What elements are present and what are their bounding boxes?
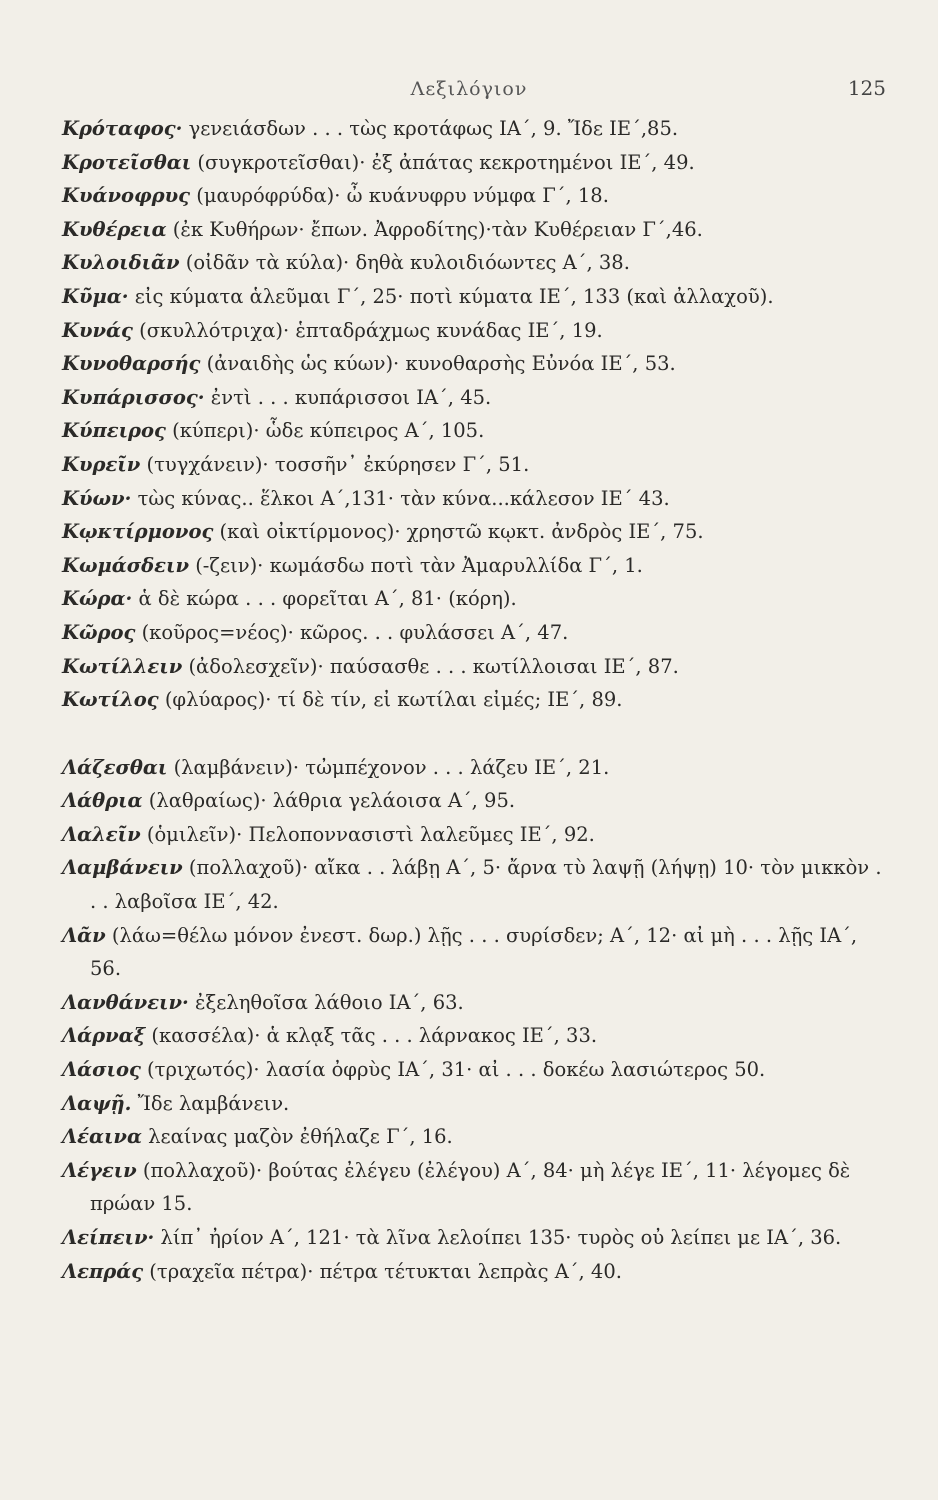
section-gap [62,717,882,751]
entry-text: εἰς κύματα ἁλεῦμαι Γ΄, 25· ποτὶ κύματα ΙΕ΄, 133 (καὶ ἀλλαχοῦ). [128,284,774,308]
lexicon-entry [62,515,882,549]
entry-headword: Λεπράς [62,1259,144,1283]
entry-text: (ἀναιδὴς ὡς κύων)· κυνοθαρσὴς Εὐνόα ΙΕ΄, 53. [200,352,676,376]
entry-headword: Κρόταφος· [62,117,183,140]
lexicon-entry [62,1255,882,1289]
entry-text: ἁ δὲ κώρα . . . φορεῖται Α΄, 81· (κόρη). [132,587,517,611]
entry-headword: Κυπάρισσος· [62,385,205,409]
entry-text: Ἴδε λαμβάνειν. [131,1091,290,1115]
lexicon-entry [62,314,882,348]
lexicon-entry [62,582,882,616]
lexicon-entry [62,751,882,785]
entry-text: γενειάσδων . . . τὼς κροτάφως ΙΑ΄, 9. Ἴδε ΙΕ΄,85. [182,117,679,140]
lexicon-entry [62,112,882,146]
lexicon-entry [62,381,882,415]
entry-headword: Κυνάς [62,318,133,342]
lexicon-entry [62,414,882,448]
entry-text: (κοῦρος=νέος)· κῶρος. . . φυλάσσει Α΄, 47. [135,620,569,644]
lexicon-entry [62,549,882,583]
entry-headword: Λάθρια [62,789,143,813]
entry-text: (ἀδολεσχεῖν)· παύσασθε . . . κωτίλλοισαι ΙΕ΄, 87. [182,654,679,678]
entry-headword: Κυάνοφρυς [62,184,191,208]
lexicon-entry [62,784,882,818]
entry-headword: Κωμάσδειν [62,553,189,577]
entry-text: (λαθραίως)· λάθρια γελάοισα Α΄, 95. [142,789,516,813]
entry-headword: Κυνοθαρσής [62,352,201,376]
entry-text: (συγκροτεῖσθαι)· ἐξ ἀπάτας κεκροτημένοι ΙΕ΄, 49. [191,150,695,174]
lexicon-entry [62,347,882,381]
entry-headword: Λάζεσθαι [62,755,168,779]
entry-headword: Κροτεῖσθαι [62,150,192,174]
lexicon-entry [62,482,882,516]
entry-headword: Λάρναξ [62,1024,146,1048]
entry-text: (-ζειν)· κωμάσδω ποτὶ τὰν Ἀμαρυλλίδα Γ΄, 1. [189,553,643,577]
lexicon-entry [62,919,882,986]
lexicon-entry [62,616,882,650]
entry-text: (οἰδᾶν τὰ κύλα)· δηθὰ κυλοιδιόωντες Α΄, 38. [179,251,630,275]
lexicon-entry [62,1120,882,1154]
entry-headword: Λάσιος [62,1058,141,1082]
entry-text: ἐντὶ . . . κυπάρισσοι ΙΑ΄, 45. [204,385,492,409]
lexicon-entry [62,1053,882,1087]
entry-text: ἐξεληθοῖσα λάθοιο ΙΑ΄, 63. [188,990,464,1014]
entry-text: (τυγχάνειν)· τοσσῆν᾽ ἐκύρησεν Γ΄, 51. [140,452,530,476]
entry-headword: Κυθέρεια [62,217,167,241]
entry-text: λίπ᾽ ἠρίον Α΄, 121· τὰ λῖνα λελοίπει 135· τυρὸς οὐ λείπει με ΙΑ΄, 36. [154,1226,842,1249]
entry-headword: Κῶρος [62,620,136,644]
entry-headword: Κῦμα· [62,284,129,308]
entry-headword: Κῳκτίρμονος [62,520,214,544]
entry-headword: Λέαινα [62,1125,142,1149]
lexicon-entry [62,146,882,180]
entry-headword: Λαψῇ. [62,1091,132,1115]
lexicon-entry [62,179,882,213]
entry-text: (τραχεῖα πέτρα)· πέτρα τέτυκται λεπρὰς Α΄, 40. [143,1259,622,1283]
lexicon-entry [62,1019,882,1053]
entry-headword: Κώρα· [62,587,133,611]
lexicon-entry [62,448,882,482]
entry-text: (σκυλλότριχα)· ἑπταδράχμως κυνάδας ΙΕ΄, 19. [132,318,603,342]
entry-text: (πολλαχοῦ)· βούτας ἐλέγευ (ἐλέγου) Α΄, 84· μὴ λέγε ΙΕ΄, 11· λέγομες δὲ πρώαν 15. [90,1158,851,1216]
entry-text: (ἐκ Κυθήρων· ἔπων. Ἀφροδίτης)·τὰν Κυθέρειαν Γ΄,46. [166,217,703,241]
entry-headword: Λανθάνειν· [62,990,189,1014]
entry-text: (πολλαχοῦ)· αἴκα . . λάβῃ Α΄, 5· ἄρνα τὺ λαψῇ (λήψῃ) 10· τὸν μικκὸν . . . λαβοῖσα ΙΕ΄, 42. [90,856,882,914]
entry-text: (τριχωτός)· λασία ὀφρὺς ΙΑ΄, 31· αἰ . . . δοκέω λασιώτερος 50. [140,1058,766,1082]
entry-text: (κασσέλα)· ἁ κλᾳξ τᾶς . . . λάρνακος ΙΕ΄, 33. [145,1024,598,1048]
running-head: Λεξιλόγιον [410,78,528,100]
lexicon-entry [62,683,882,717]
entry-headword: Λείπειν· [62,1226,155,1249]
entry-headword: Λέγειν [62,1158,137,1182]
entry-headword: Κωτίλος [62,688,159,712]
entry-text: λεαίνας μαζὸν ἐθήλαζε Γ΄, 16. [141,1125,453,1149]
entry-text: (κύπερι)· ὧδε κύπειρος Α΄, 105. [165,419,485,443]
entry-text: (καὶ οἰκτίρμονος)· χρηστῶ κῳκτ. ἀνδρὸς ΙΕ΄, 75. [213,520,704,544]
lexicon-entry [62,246,882,280]
lexicon-entry [62,650,882,684]
entry-headword: Κυρεῖν [62,452,141,476]
entry-headword: Κυλοιδιᾶν [62,251,180,275]
entry-text: (λάω=θέλω μόνον ἐνεστ. δωρ.) λῇς . . . συρίσδεν; Α΄, 12· αἰ μὴ . . . λῇς ΙΑ΄, 56. [90,923,858,981]
lexicon-entry [62,280,882,314]
lexicon-entry [62,818,882,852]
entry-text: (φλύαρος)· τί δὲ τίν, εἰ κωτίλαι εἰμές; ΙΕ΄, 89. [158,688,623,712]
entry-headword: Λαλεῖν [62,822,141,846]
entry-headword: Κωτίλλειν [62,654,183,678]
page-number: 125 [847,76,886,100]
lexicon-entry [62,851,882,918]
lexicon-entry [62,213,882,247]
entry-headword: Λᾶν [62,923,106,947]
entry-headword: Λαμβάνειν [62,856,183,880]
entry-headword: Κύων· [62,486,132,510]
entry-text: (μαυρόφρύδα)· ὦ κυάνυφρυ νύμφα Γ΄, 18. [190,184,609,208]
lexicon-entry [62,986,882,1020]
entry-headword: Κύπειρος [62,419,166,443]
entry-text: (ὁμιλεῖν)· Πελοποννασιστὶ λαλεῦμες ΙΕ΄, 92. [140,822,595,846]
lexicon-entry [62,1087,882,1121]
entry-text: τὼς κύνας.. ἕλκοι Α΄,131· τὰν κύνα...κάλεσον ΙΕ΄ 43. [131,486,670,510]
lexicon-entries [62,112,882,1288]
lexicon-entry [62,1221,882,1255]
entry-text: (λαμβάνειν)· τὠμπέχονον . . . λάζευ ΙΕ΄, 21. [167,755,610,779]
lexicon-entry [62,1154,882,1221]
